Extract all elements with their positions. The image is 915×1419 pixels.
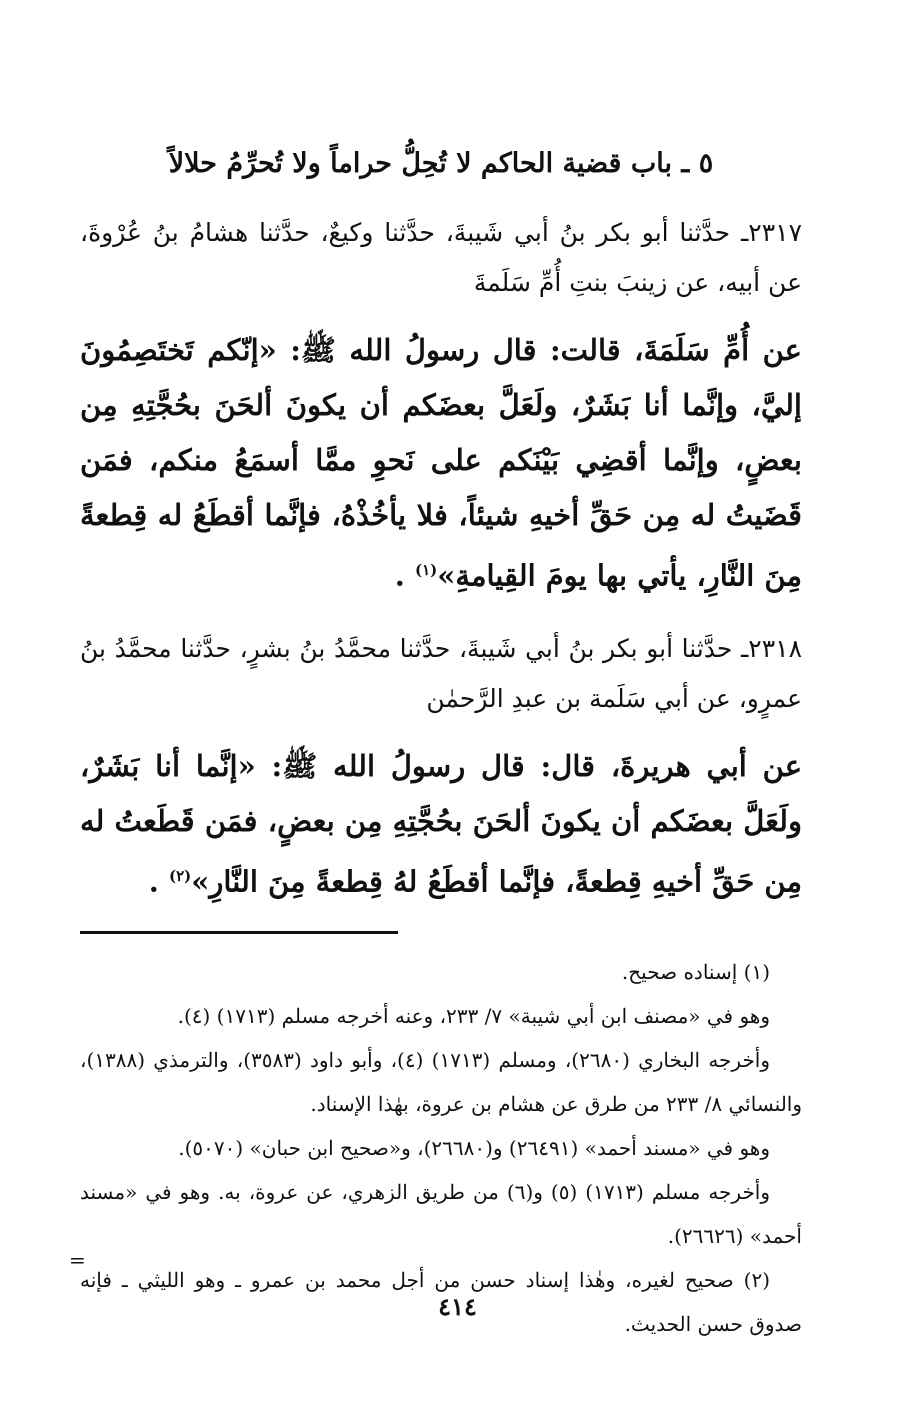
hadith-2317-isnad: ٢٣١٧ـ حدَّثنا أبو بكر بنُ أبي شَيبةَ، حدَّثنا وكيعٌ، حدَّثنا هشامُ بنُ عُرْوةَ، عن أبيه، عن زينبَ بنتِ أُمِّ سَلَمةَ bbox=[80, 218, 802, 297]
hadith-2317-matn bbox=[80, 323, 802, 604]
hadith-2317-end: . bbox=[394, 558, 415, 593]
chapter-title: ٥ ـ باب قضية الحاكم لا تُحِلُّ حراماً ولا تُحرِّمُ حلالاً bbox=[168, 148, 714, 179]
footnote-1-line: وهو في «مصنف ابن أبي شيبة» ٧/ ٢٣٣، وعنه أخرجه مسلم (١٧١٣) (٤). bbox=[177, 1004, 770, 1029]
footnote-1-line: (١) إسناده صحيح. bbox=[621, 960, 770, 985]
footnote-1 bbox=[80, 950, 802, 1258]
footnote-1-line: وأخرجه البخاري (٢٦٨٠)، ومسلم (١٧١٣) (٤)، وأبو داود (٣٥٨٣)، والترمذي (١٣٨٨)، والنسائي ٨/ ٢٣٣ من طرق عن هشام بن عروة، بهٰذا الإسناد. bbox=[80, 1048, 802, 1117]
footnote-separator bbox=[80, 931, 398, 934]
continuation-mark: = bbox=[69, 1248, 86, 1272]
hadith-2318-matn bbox=[80, 739, 802, 910]
hadith-2317-text: عن أُمِّ سَلَمَةَ، قالت: قال رسولُ الله ﷺ: «إنّكم تَختَصِمُونَ إليَّ، وإنَّما أنا بَشَرٌ، ولَعَلَّ بعضَكم أن يكونَ ألحَنَ بحُجَّتِهِ مِن بعضٍ، وإنَّما أقضِي بَيْنَكم على نَحوِ ممَّا أسمَعُ منكم، فمَن قَضَيتُ له مِن حَقِّ أخيهِ شيئاً، فلا يأخُذْهُ، فإنَّما أقطَعُ له قِطعةً مِنَ النَّارِ، يأتي بها يومَ القِيامةِ» bbox=[80, 333, 802, 593]
footnote-1-line: وأخرجه مسلم (١٧١٣) (٥) و(٦) من طريق الزهري، عن عروة، به. وهو في «مسند أحمد» (٢٦٦٢٦). bbox=[80, 1180, 802, 1249]
footnote-2-line: (٢) صحيح لغيره، وهٰذا إسناد حسن من أجل محمد بن عمرو ـ وهو الليثي ـ فإنه صدوق حسن الحديث. bbox=[80, 1268, 802, 1337]
footnote-1-line: وهو في «مسند أحمد» (٢٦٤٩١) و(٢٦٦٨٠)، و«صحيح ابن حبان» (٥٠٧٠). bbox=[178, 1136, 770, 1161]
hadith-2318-text: عن أبي هريرةَ، قال: قال رسولُ الله ﷺ: «إنَّما أنا بَشَرٌ، ولَعَلَّ بعضَكم أن يكونَ ألحَنَ بحُجَّتِهِ مِن بعضٍ، فمَن قَطَعتُ له مِن حَقِّ أخيهِ قِطعةً، فإنَّما أقطَعُ لهُ قِطعةً مِنَ النَّارِ» bbox=[80, 748, 802, 899]
hadith-2318-isnad: ٢٣١٨ـ حدَّثنا أبو بكر بنُ أبي شَيبةَ، حدَّثنا محمَّدُ بنُ بشرٍ، حدَّثنا محمَّدُ بنُ عمرٍو، عن أبي سَلَمة بن عبدِ الرَّحمٰن bbox=[80, 633, 802, 713]
page-number: ٤١٤ bbox=[438, 1292, 477, 1321]
hadith-2318-end: . bbox=[148, 864, 169, 899]
footnote-ref-1: (١) bbox=[414, 561, 438, 579]
footnote-ref-2: (٢) bbox=[168, 866, 192, 885]
